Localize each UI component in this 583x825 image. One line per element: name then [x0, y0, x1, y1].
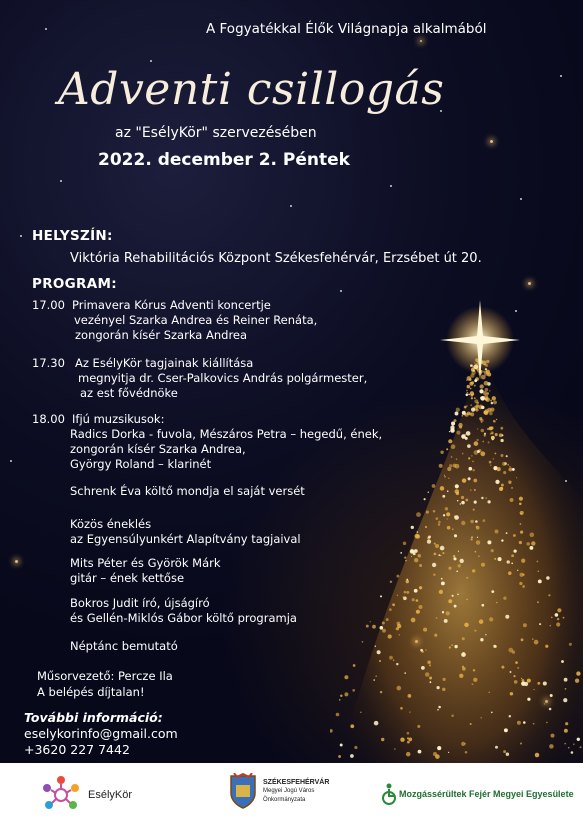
- occasion-text: A Fogyatékkal Élők Világnapja alkalmából: [206, 21, 487, 37]
- sponsor-footer: [0, 763, 583, 825]
- admission-note: A belépés díjtalan!: [37, 685, 145, 699]
- program-line: az Egyensúlyunkért Alapítvány tagjaival: [70, 532, 301, 546]
- contact-phone: +3620 227 7442: [24, 742, 130, 757]
- event-date: 2022. december 2. Péntek: [98, 150, 350, 170]
- program-line: Ifjú muzsikusok:: [72, 412, 165, 426]
- program-line: megnyitja dr. Cser-Palkovics András polgármester,: [78, 371, 368, 385]
- christmas-tree-illustration: [330, 300, 583, 763]
- szekesfehervar-logo: [228, 773, 329, 809]
- program-line: zongorán kísér Szarka Andrea,: [70, 442, 246, 456]
- organizer-text: az "EsélyKör" szervezésében: [115, 125, 317, 141]
- program-line: György Roland – klarinét: [70, 457, 212, 471]
- program-line: Közös éneklés: [70, 517, 152, 531]
- eselykor-logo: [40, 775, 132, 815]
- eselykor-logo-label: EsélyKör: [88, 789, 133, 801]
- mozgasserultek-logo-label: Mozgássérültek Fejér Megyei Egyesülete: [399, 789, 574, 799]
- program-line: Schrenk Éva költő mondja el saját versét: [70, 484, 305, 498]
- program-line: Az EsélyKör tagjainak kiállítása: [75, 356, 254, 370]
- program-heading: PROGRAM:: [32, 276, 117, 292]
- program-time: 18.00: [32, 412, 65, 426]
- wheelchair-emblem-icon: [382, 783, 396, 805]
- program-line: Bokros Judit író, újságíró: [70, 596, 210, 610]
- host-info: [37, 668, 173, 700]
- program-line: vezényel Szarka Andrea és Reiner Renáta,: [74, 313, 318, 327]
- contact-email: eselykorinfo@gmail.com: [24, 726, 178, 741]
- program-line: Radics Dorka - fuvola, Mészáros Petra – hegedű, ének,: [70, 427, 383, 441]
- mozgasserultek-logo: [382, 783, 574, 805]
- eselykor-emblem-icon: [40, 775, 82, 815]
- program-line: Primavera Kórus Adventi koncertje: [72, 298, 271, 312]
- program-line: az est fővédnöke: [80, 386, 178, 400]
- program-line: zongorán kísér Szarka Andrea: [75, 328, 248, 342]
- city-coat-of-arms-icon: [228, 773, 258, 809]
- program-line: és Gellén-Miklós Gábor költő programja: [70, 611, 297, 625]
- program-time: 17.30: [32, 356, 65, 370]
- event-title: Adventi csillogás: [58, 64, 445, 115]
- venue-heading: HELYSZÍN:: [32, 228, 113, 244]
- program-line: Néptánc bemutató: [70, 639, 178, 653]
- szekesfehervar-logo-text: SZÉKESFEHÉRVÁR Megyei Jogú Város Önkormányzata: [263, 778, 330, 803]
- tree-star-icon: [440, 300, 520, 380]
- venue-address: Viktória Rehabilitációs Központ Székesfehérvár, Erzsébet út 20.: [70, 251, 482, 266]
- host-name: Műsorvezető: Percze Ila: [37, 669, 173, 683]
- program-time: 17.00: [32, 298, 65, 312]
- contact-heading: További információ:: [24, 710, 163, 725]
- program-line: gitár – ének kettőse: [70, 571, 185, 585]
- program-line: Mits Péter és Györök Márk: [70, 556, 221, 570]
